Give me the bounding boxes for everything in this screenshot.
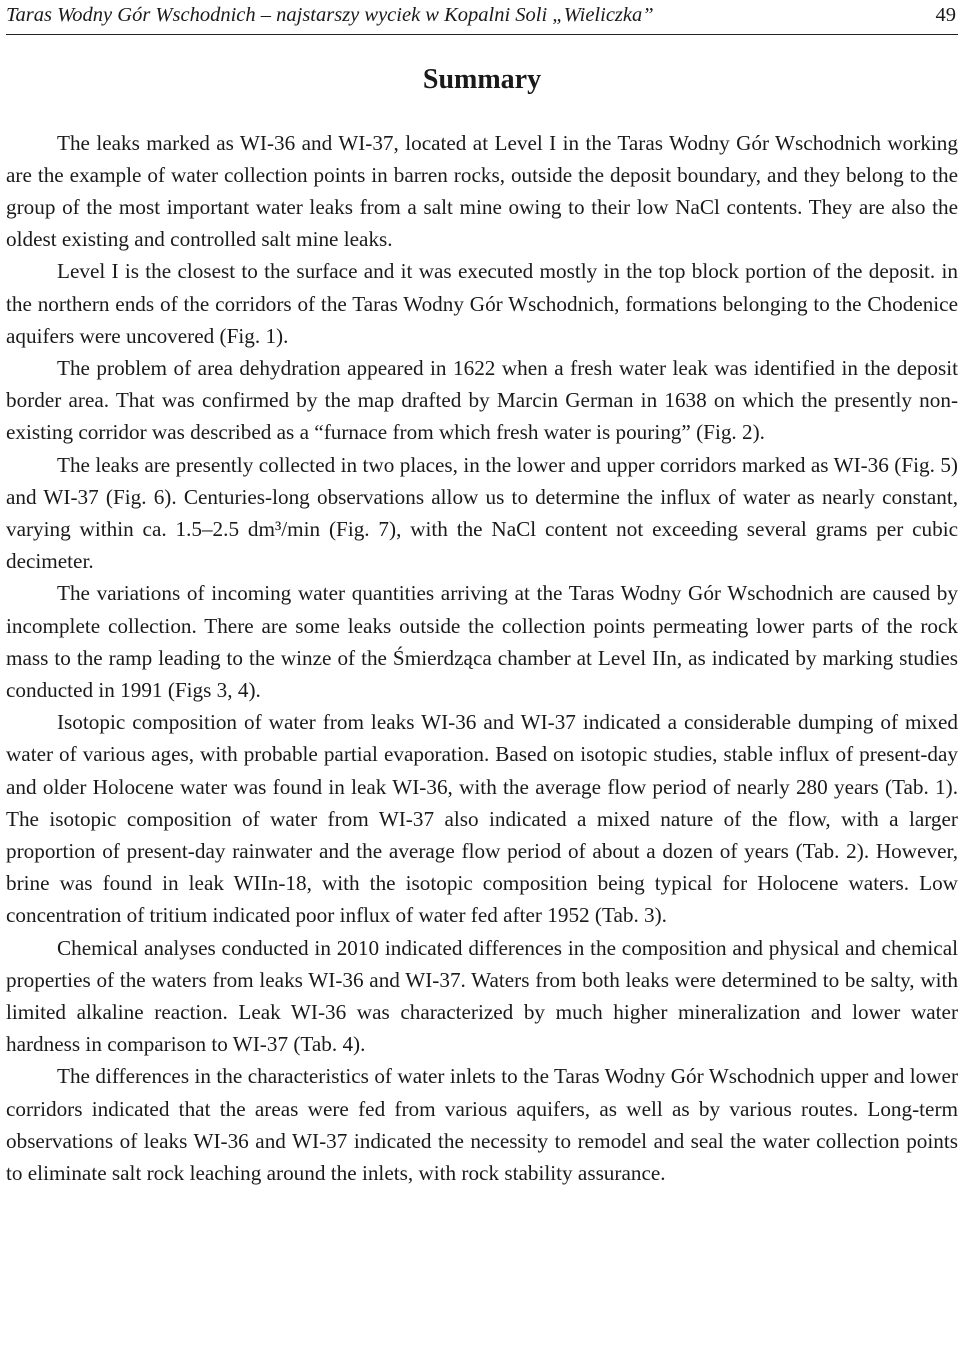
paragraph: Level I is the closest to the surface and it was executed mostly in the top block portion of the deposit. in the northern ends of the corridors of the Taras Wodny Gór Wschodnich, formations belonging to the Chodenice aquifers were uncovered (Fig. 1).: [6, 259, 958, 348]
document-page: [6, 0, 958, 1363]
running-header: [6, 0, 958, 35]
paragraph: The leaks marked as WI-36 and WI-37, located at Level I in the Taras Wodny Gór Wschodnich working are the example of water collection points in barren rocks, outside the deposit boundary, and they belong to the group of the most important water leaks from a salt mine owing to their low NaCl contents. They are also the oldest existing and controlled salt mine leaks.: [6, 130, 958, 252]
paragraph: The variations of incoming water quantities arriving at the Taras Wodny Gór Wschodnich are caused by incomplete collection. There are some leaks outside the collection points permeating lower parts of the rock mass to the ramp leading to the winze of the Śmierdząca chamber at Level IIn, as indicated by marking studies conducted in 1991 (Figs 3, 4).: [6, 581, 958, 702]
paragraph: Isotopic composition of water from leaks WI-36 and WI-37 indicated a considerable dumping of mixed water of various ages, with probable partial evaporation. Based on isotopic studies, stable influx of present-day and older Holocene water was found in leak WI-36, with the average flow period of nearly 280 years (Tab. 1). The isotopic composition of water from WI-37 also indicated a mixed nature of the flow, with a larger proportion of present-day rainwater and the average flow period of about a dozen of years (Tab. 2). However, brine was found in leak WIIn-18, with the isotopic composition being typical for Holocene waters. Low concentration of tritium indicated poor influx of water fed after 1952 (Tab. 3).: [6, 710, 958, 928]
running-header-title: Taras Wodny Gór Wschodnich – najstarszy wyciek w Kopalni Soli „Wieliczka”: [6, 4, 654, 26]
summary-body: [6, 127, 958, 1190]
paragraph: The leaks are presently collected in two places, in the lower and upper corridors marked as WI-36 (Fig. 5) and WI-37 (Fig. 6). Centuries-long observations allow us to determine the influx of water as nearly constant, varying within ca. 1.5–2.5 dm³/min (Fig. 7), with the NaCl content not exceeding several grams per cubic decimeter.: [6, 452, 958, 574]
section-heading: Summary: [422, 64, 542, 95]
paragraph: Chemical analyses conducted in 2010 indicated differences in the composition and physical and chemical properties of the waters from leaks WI-36 and WI-37. Waters from both leaks were determined to be salty, with limited alkaline reaction. Leak WI-36 was characterized by much higher mineralization and lower water hardness in comparison to WI-37 (Tab. 4).: [6, 935, 958, 1057]
page-number: 49: [935, 4, 956, 26]
paragraph: The differences in the characteristics of water inlets to the Taras Wodny Gór Wschodnich upper and lower corridors indicated that the areas were fed from various aquifers, as well as by various routes. Long-term observations of leaks WI-36 and WI-37 indicated the necessity to remodel and seal the water collection points to eliminate salt rock leaching around the inlets, with rock stability assurance.: [6, 1064, 958, 1185]
paragraph: The problem of area dehydration appeared in 1622 when a fresh water leak was identified in the deposit border area. That was confirmed by the map drafted by Marcin German in 1638 on which the presently non-existing corridor was described as a “furnace from which fresh water is pouring” (Fig. 2).: [6, 355, 958, 445]
